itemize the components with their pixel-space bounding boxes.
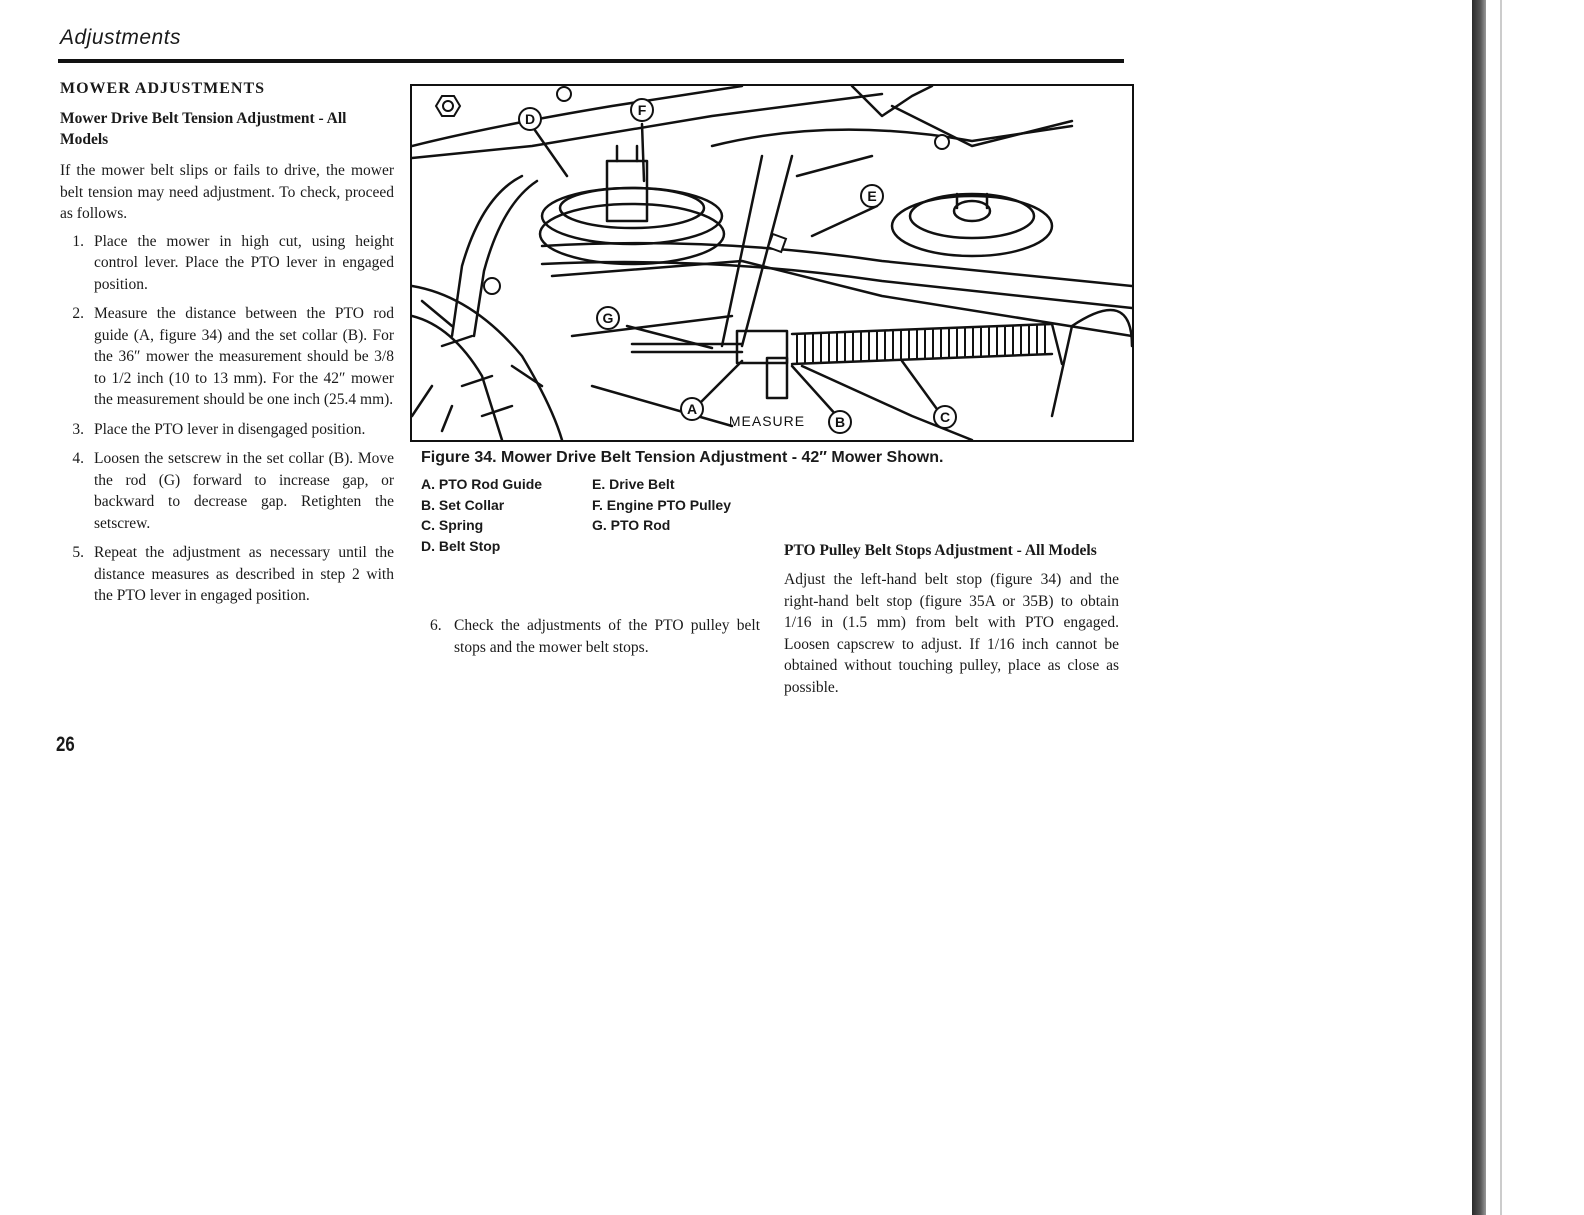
legend-column-2 — [592, 474, 731, 536]
figure-34-illustration — [410, 84, 1134, 442]
callout-g: G — [602, 310, 614, 326]
belt-stops-paragraph: Adjust the left-hand belt stop (figure 34) and the right-hand belt stop (figure 35A or 35B) to obtain 1/16 in (1.5 mm) from belt with PTO engaged. Loosen capscrew to adjust. If 1/16 inch cannot be obtained without touching pulley, place as close as possible. — [784, 571, 1119, 696]
step-text: Place the mower in high cut, using height control lever. Place the PTO lever in engaged position. — [94, 232, 394, 293]
header-rule — [58, 59, 1124, 63]
list-item — [60, 231, 394, 296]
step-number: 1. — [72, 232, 84, 250]
right-column — [784, 540, 1119, 704]
callout-b: B — [834, 414, 846, 430]
scan-edge-shadow — [1472, 0, 1486, 1215]
step-number: 3. — [72, 420, 84, 438]
step-number: 5. — [72, 544, 84, 561]
measure-label: MEASURE — [728, 413, 806, 429]
page-number: 26 — [56, 733, 75, 756]
legend-item: A. PTO Rod Guide — [421, 476, 543, 492]
step-text: Place the PTO lever in disengaged position. — [94, 420, 366, 438]
list-item — [60, 419, 394, 441]
list-item — [60, 542, 394, 607]
legend-item: D. Belt Stop — [421, 537, 501, 554]
intro-paragraph: If the mower belt slips or fails to drive, the mower belt tension may need adjustment. To check, proceed as follows. — [60, 162, 394, 222]
page-header: Adjustments — [60, 26, 182, 49]
callout-f: F — [637, 102, 647, 118]
legend-item: C. Spring — [421, 517, 484, 533]
step-text: Check the adjustments of the PTO pulley belt stops and the mower belt stops. — [454, 617, 760, 656]
step-text: Measure the distance between the PTO rod guide (A, figure 34) and the set collar (B). For the 36″ mower the measurement should be 3/8 to 1/2 inch (10 to 13 mm). For the 42″ mower the measurement should be one inch (25.4 mm). — [94, 305, 394, 408]
belt-tension-diagram — [412, 86, 1132, 440]
list-item — [60, 448, 394, 534]
callout-e: E — [867, 188, 877, 204]
subsection-title: PTO Pulley Belt Stops Adjustment - All Models — [784, 542, 1097, 559]
step-number: 6. — [430, 617, 442, 634]
steps-list — [60, 231, 394, 607]
step-6 — [430, 615, 760, 658]
left-column — [60, 80, 394, 615]
legend-column-1 — [421, 474, 542, 556]
section-title: MOWER ADJUSTMENTS — [60, 80, 266, 97]
step-text: Repeat the adjustment as necessary until the distance measures as described in step 2 with the PTO lever in engaged position. — [94, 544, 394, 604]
callout-a: A — [686, 401, 698, 417]
list-item — [60, 303, 394, 411]
scan-edge-line — [1500, 0, 1502, 1215]
callout-c: C — [939, 409, 951, 425]
legend-item: G. PTO Rod — [592, 517, 671, 533]
legend-item: B. Set Collar — [421, 496, 505, 513]
figure-caption: Figure 34. Mower Drive Belt Tension Adjustment - 42″ Mower Shown. — [421, 449, 944, 466]
step-number: 4. — [72, 450, 84, 467]
step-number: 2. — [72, 305, 84, 322]
legend-item: E. Drive Belt — [592, 476, 675, 492]
callout-d: D — [524, 111, 536, 127]
legend-item: F. Engine PTO Pulley — [592, 496, 731, 513]
step-text: Loosen the setscrew in the set collar (B). Move the rod (G) forward to increase gap, or backward to decrease gap. Retighten the setscrew. — [94, 450, 394, 532]
subsection-title: Mower Drive Belt Tension Adjustment - All Models — [60, 110, 347, 148]
